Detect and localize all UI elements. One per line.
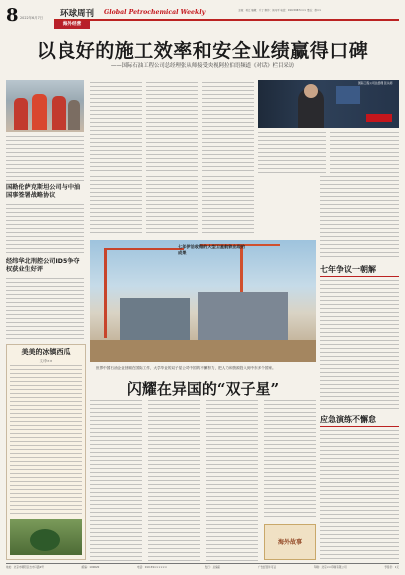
footer-rule [6,563,399,564]
headline-subtitle: ——国际石油工程公司总经理张从师接受央视阿拉伯语频道《对话》栏目采访 [110,63,295,69]
box-author: 文/李×× [39,359,53,363]
masthead [6,5,399,31]
box-photo [10,519,82,555]
headline-body-left [90,82,142,172]
masthead-rule [54,19,399,21]
watermelon-box [6,344,86,560]
photo-story-title: 七年伊洽收赔的大型卫星航铁出现的成果 [178,244,246,255]
center-lead: 世界中国石油企业回顾在国际工作，大学毕业的双子星公司中国的不懈努力，把人力和资源投入到中东多个国家。 [96,366,276,370]
footer [6,565,399,573]
footer-phone: 电话：010-59×××××× [137,566,168,569]
center-big-title: 闪耀在异国的“双子星” [126,380,280,398]
center-text-block [90,176,254,236]
photo-side-text [320,176,399,258]
box-title: 美美的冰镇西瓜 [21,348,71,356]
construction-photo [90,240,316,362]
left-story-title-1: 国勘伦萨克斯坦公司与中油国事签署战略协议 [6,184,81,199]
tv-logo [366,114,392,122]
column-label: 海外经营 [62,22,82,27]
left-story-text-1 [6,136,84,182]
left-story-text-2 [6,278,84,340]
right-story-text-1 [320,280,399,410]
headline-body-mid [146,82,198,172]
right-story-title-2: 应急演练不懈怠 [320,415,376,424]
footer-address: 地址：北京市朝阳区吉市口路9号 [6,566,44,569]
column-tab [54,21,90,29]
headline-body-right2 [330,132,399,174]
right-story-text-2 [320,430,399,562]
left-story-title-2: 经纬华北刑控公司ID5争夺权获业生好评 [6,258,80,273]
footer-dist: 发行：总编室 [204,566,221,569]
headline-body-right1 [258,132,326,174]
overseas-story-badge [264,524,316,560]
footer-zip: 邮编：100020 [81,566,100,569]
right-story-title-1: 七年争议一朝解 [320,265,376,274]
page-number: 8 [6,5,19,26]
badge-label: 海外故事 [277,539,302,546]
right-title-rule-2 [320,426,399,427]
issue-date: 2022年6月7日 [20,16,44,20]
footer-license: 广告经营许可证 [257,566,277,569]
right-title-rule [320,276,399,277]
section-title-cn: 环球周刊 [60,9,95,19]
section-title-en: Global Petrochemical Weekly [104,9,206,16]
masthead-info: 主编：吴汇 编辑：王丁 制作：刘兆平 电话：010-5967××× 责任：徐×× [238,9,322,12]
news-photo-left [6,80,84,132]
main-headline: 以良好的施工效率和安全业绩赢得口碑 [36,40,369,62]
footer-printer: 印刷：北京××印刷有限公司 [313,566,347,569]
headline-body-mid2 [202,82,254,172]
footer-price: 零售价：1元 [384,566,399,569]
photo-caption: 国际工程公司总经理 张从师 [358,81,393,85]
left-story-text-1b [6,204,84,256]
interview-photo [258,80,399,128]
